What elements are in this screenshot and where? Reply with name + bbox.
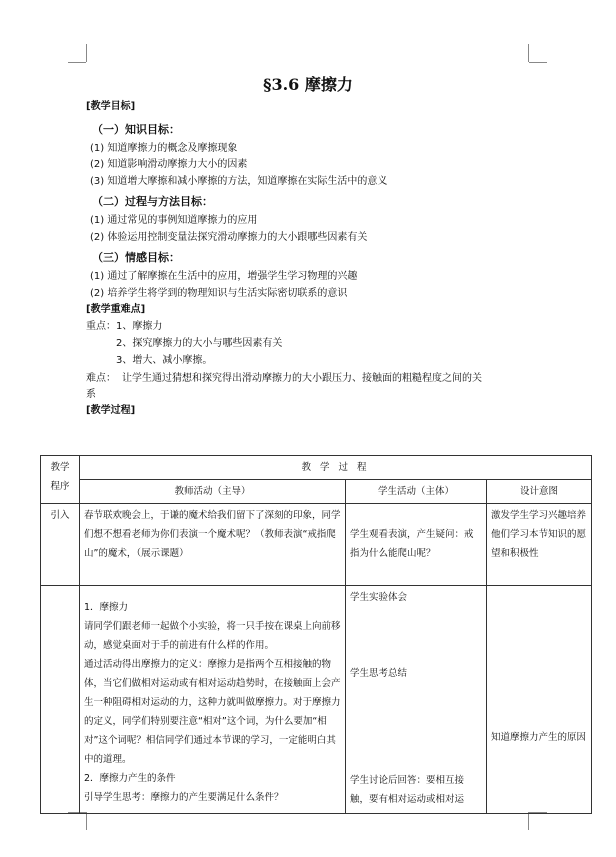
design-intent-cell: 激发学生学习兴趣培养他们学习本节知识的愿望和积极性: [487, 504, 592, 586]
table-row: [41, 504, 592, 586]
teaching-goals-heading: [教学目标]: [86, 101, 136, 112]
program-cell: [41, 586, 80, 814]
table-subheader-row: [41, 480, 592, 504]
key-point-item: 3、增大、减小摩擦。: [116, 355, 213, 366]
student-activity-header: 学生活动（主体）: [346, 480, 487, 504]
difficult-point-text-cont: 系: [86, 389, 96, 400]
program-header-line: 程序: [50, 481, 70, 492]
process-goal-item: (1) 通过常见的事例知道摩擦力的应用: [90, 215, 258, 226]
student-activity-cell: [346, 586, 487, 814]
key-point-item: 2、探究摩擦力的大小与哪些因素有关: [116, 338, 283, 349]
table-row: [41, 586, 592, 814]
crop-mark: [528, 44, 529, 62]
teaching-process-heading: [教学过程]: [86, 405, 136, 416]
design-intent-cell: [487, 586, 592, 814]
teacher-text: 1．摩擦力: [84, 602, 129, 613]
knowledge-goal-item: (1) 知道摩擦力的概念及摩擦现象: [90, 143, 238, 154]
program-header-cell: [41, 456, 80, 504]
difficult-point-text: 让学生通过猜想和探究得出滑动摩擦力的大小跟压力、接触面的粗糙程度之间的关: [122, 373, 482, 384]
teacher-activity-header: 教师活动（主导）: [80, 480, 346, 504]
crop-mark: [528, 812, 529, 830]
process-goals-heading: （二）过程与方法目标：: [92, 195, 213, 208]
difficult-points-label: 难点：: [86, 373, 116, 384]
teacher-text: 请同学们跟老师一起做个小实验，将一只手按在课桌上向前移动，感觉桌面对于手的前进有什么样的作用。: [84, 621, 341, 651]
table-header-row: [41, 456, 592, 480]
key-point-item: 1、摩擦力: [116, 321, 163, 332]
emotion-goal-item: (2) 培养学生将学到的物理知识与生活实际密切联系的意识: [90, 288, 348, 299]
process-header-text: 教 学 过 程: [301, 462, 370, 473]
knowledge-goals-heading: （一）知识目标：: [92, 123, 180, 136]
student-text: 学生思考总结: [350, 668, 408, 679]
process-header-cell: [80, 456, 592, 480]
design-intent-header: 设计意图: [487, 480, 592, 504]
design-intent-text: 知道摩擦力产生的原因: [491, 732, 587, 743]
crop-mark: [68, 62, 86, 63]
lesson-table: [40, 455, 592, 814]
teacher-text: 引导学生思考：摩擦力的产生要满足什么条件？: [84, 792, 284, 803]
teacher-text: 2．摩擦力产生的条件: [84, 773, 176, 784]
student-text: 学生实验体会: [350, 592, 408, 603]
program-cell: 引入: [41, 504, 80, 586]
crop-mark: [529, 62, 547, 63]
key-difficult-heading: [教学重难点]: [86, 304, 146, 315]
program-header-line: 教学: [50, 462, 70, 473]
teacher-text: 通过活动得出摩擦力的定义：摩擦力是指两个互相接触的物体，当它们做相对运动或有相对运动趋势时，在接触面上会产生一种阻碍相对运动的力，这种力就叫做摩擦力。对于摩擦力的定义，同学们特别要注意“相对”这个词，为什么要加“相对”这个词呢？相信同学们通过本节课的学习，一定能明白其中的道理。: [84, 659, 341, 765]
process-goal-item: (2) 体验运用控制变量法探究滑动摩擦力的大小跟哪些因素有关: [90, 232, 368, 243]
emotion-goal-item: (1) 通过了解摩擦在生活中的应用，增强学生学习物理的兴趣: [90, 271, 358, 282]
student-text: 学生讨论后回答：要相互接触，要有相对运动或相对运: [350, 775, 465, 805]
student-activity-cell: [346, 504, 487, 586]
emotion-goals-heading: （三）情感目标：: [92, 251, 180, 264]
crop-mark: [86, 44, 87, 62]
student-activity-text: 学生观看表演，产生疑问：戒指为什么能爬山呢？: [350, 529, 474, 559]
crop-mark: [86, 812, 87, 830]
teacher-activity-cell: 春节联欢晚会上，于谦的魔术给我们留下了深刻的印象，同学们想不想看老师为你们表演一个魔术呢？（教师表演“戒指爬山”的魔术，（展示课题）: [80, 504, 346, 586]
teacher-activity-cell: [80, 586, 346, 814]
key-points-label: 重点：: [86, 321, 116, 332]
knowledge-goal-item: (3) 知道增大摩擦和减小摩擦的方法，知道摩擦在实际生活中的意义: [90, 176, 388, 187]
knowledge-goal-item: (2) 知道影响滑动摩擦力大小的因素: [90, 159, 248, 170]
page-title: §3.6 摩擦力: [263, 75, 353, 94]
